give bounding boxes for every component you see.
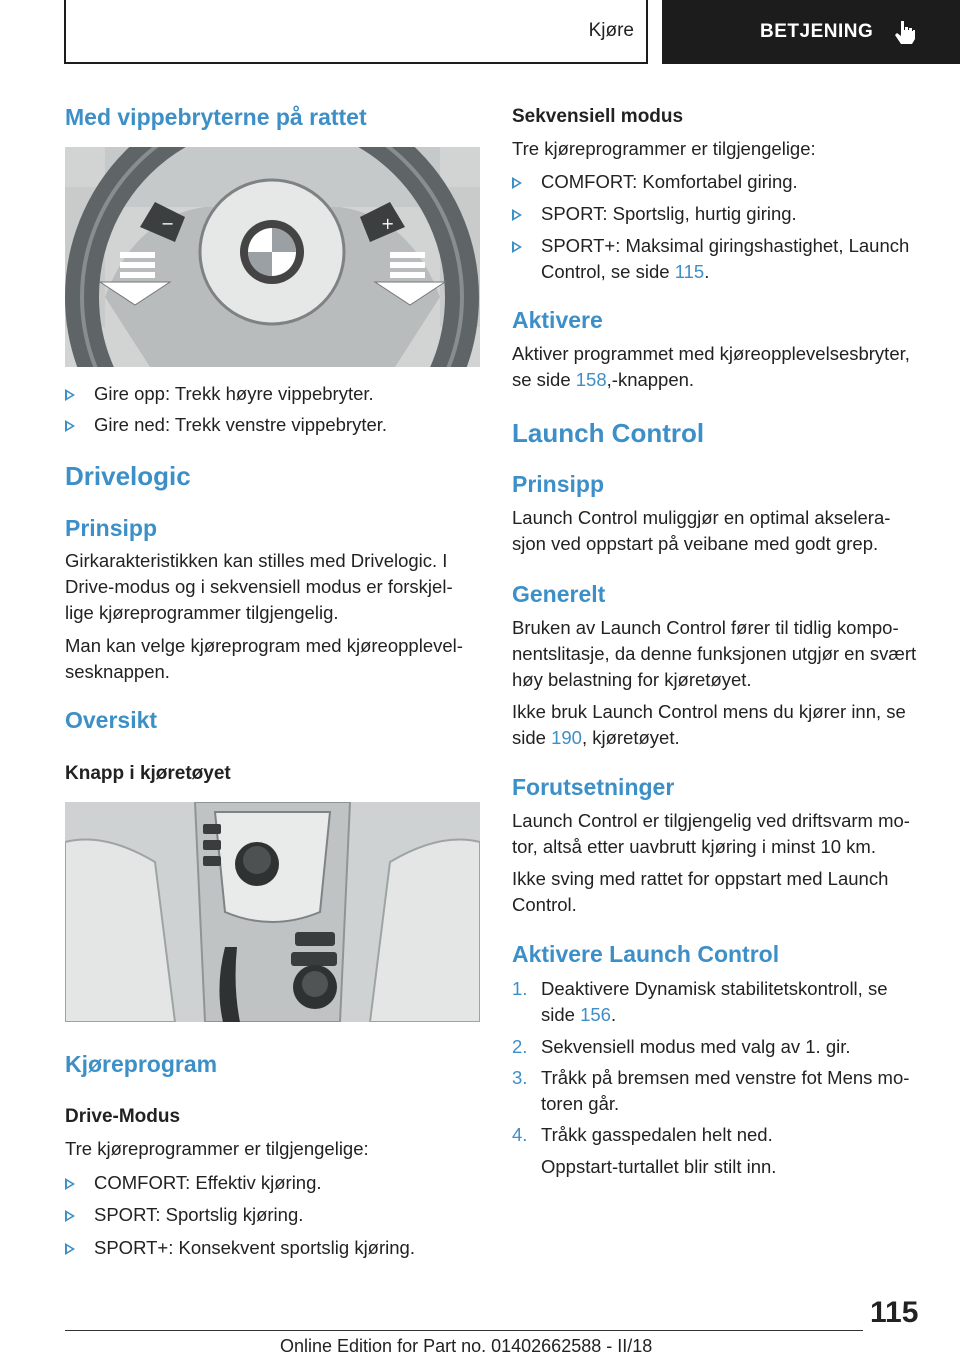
list-item: SPORT: Sportslig kjøring. — [65, 1202, 509, 1228]
step-item: 3. Tråkk på bremsen med venstre fot Mens mo- toren går. — [512, 1067, 910, 1114]
step-number: 1. — [512, 978, 528, 999]
pointing-hand-icon — [893, 19, 917, 45]
page-link-156[interactable]: 156 — [580, 1004, 611, 1025]
heading-drive-modus: Drive-Modus — [65, 1106, 181, 1127]
triangle-bullet-icon — [65, 389, 75, 401]
center-console-illustration — [65, 802, 480, 1022]
footer-edition: Online Edition for Part no. 01402662588 - II/18 — [280, 1336, 653, 1356]
list-item: COMFORT: Effektiv kjøring. — [65, 1170, 509, 1196]
header-section-label: Kjøre — [588, 20, 634, 41]
page-link-190[interactable]: 190 — [551, 727, 582, 748]
step-number: 3. — [512, 1067, 528, 1088]
steering-wheel-illustration — [65, 147, 480, 367]
heading-lc-prinsipp: Prinsipp — [512, 471, 605, 497]
paragraph-prinsipp: Girkarakteristikken kan stilles med Drivelogic. I Drive-modus og i sekvensiell modus er forskjel- lige kjøreprogrammer tilgjengelig. — [65, 550, 453, 623]
heading-aktivere-launch-control: Aktivere Launch Control — [512, 941, 780, 967]
paragraph-kjoreprogram: Man kan velge kjøreprogram med kjøreopplevel- sesknappen. — [65, 635, 463, 682]
step-item: 1. Deaktivere Dynamisk stabilitetskontroll, se side 156. — [512, 978, 888, 1025]
list-item: SPORT+: Konsekvent sportslig kjøring. — [65, 1235, 509, 1261]
heading-prinsipp: Prinsipp — [65, 515, 158, 541]
heading-kjoreprogram: Kjøreprogram — [65, 1051, 218, 1077]
header-chapter-tab — [662, 0, 960, 64]
step-number: 4. — [512, 1124, 528, 1145]
list-item: COMFORT: Komfortabel giring. — [512, 169, 960, 195]
steering-wheel-figure — [65, 147, 480, 367]
step-number: 2. — [512, 1036, 528, 1057]
list-item: Gire opp: Trekk høyre vippebryter. — [65, 381, 509, 407]
heading-generelt: Generelt — [512, 581, 606, 607]
step-item: 2. Sekvensiell modus med valg av 1. gir. — [512, 1034, 960, 1060]
list-item: SPORT+: Maksimal giringshastighet, Launch Control, se side 115. — [512, 233, 960, 285]
heading-launch-control: Launch Control — [512, 418, 705, 448]
paragraph-aktiver: Aktiver programmet med kjøreopplevelsesbryter, se side 158,-knappen. — [512, 343, 910, 390]
heading-oversikt: Oversikt — [65, 707, 158, 733]
svg-text:+: + — [381, 214, 395, 233]
step-note: Oppstart-turtallet blir stilt inn. — [541, 1156, 777, 1177]
triangle-bullet-icon — [512, 241, 522, 253]
center-console-figure — [65, 802, 480, 1022]
paragraph-sekv-intro: Tre kjøreprogrammer er tilgjengelige: — [512, 138, 816, 159]
page-number: 115 — [870, 1296, 919, 1329]
page-link-115[interactable]: 115 — [674, 261, 705, 282]
paragraph-ikke-bruk: Ikke bruk Launch Control mens du kjører inn, se side 190, kjøretøyet. — [512, 701, 906, 748]
list-item: SPORT: Sportslig, hurtig giring. — [512, 201, 960, 227]
heading-knapp: Knapp i kjøretøyet — [65, 763, 231, 784]
header-chapter-label: BETJENING — [760, 21, 874, 42]
step-item: 4. Tråkk gasspedalen helt ned. — [512, 1122, 960, 1148]
svg-text:−: − — [161, 214, 175, 233]
heading-drivelogic: Drivelogic — [65, 461, 191, 491]
heading-sekvensiell-modus: Sekvensiell modus — [512, 106, 684, 127]
paragraph-lc-prinsipp: Launch Control muliggjør en optimal akselera- sjon ved oppstart på veibane med godt grep. — [512, 507, 891, 554]
paragraph-drive-intro: Tre kjøreprogrammer er tilgjengelige: — [65, 1138, 369, 1159]
triangle-bullet-icon — [65, 1243, 75, 1255]
paragraph-forutsetninger: Launch Control er tilgjengelig ved driftsvarm mo- tor, altså etter uavbrutt kjøring i minst 10 km. — [512, 810, 910, 857]
heading-forutsetninger: Forutsetninger — [512, 774, 675, 800]
paragraph-generelt: Bruken av Launch Control fører til tidlig kompo- nentslitasje, da denne funksjonen utgjør en svært høy belastning for kjøretøyet. — [512, 617, 917, 690]
paragraph-ikke-sving: Ikke sving med rattet for oppstart med Launch Control. — [512, 868, 889, 915]
header-section-tab — [64, 0, 648, 64]
triangle-bullet-icon — [512, 209, 522, 221]
triangle-bullet-icon — [65, 1178, 75, 1190]
page-link-158[interactable]: 158 — [575, 369, 607, 390]
footer-divider — [65, 1330, 863, 1331]
triangle-bullet-icon — [512, 177, 522, 189]
heading-aktivere: Aktivere — [512, 307, 603, 333]
list-item: Gire ned: Trekk venstre vippebryter. — [65, 412, 509, 438]
heading-paddles: Med vippebryterne på rattet — [65, 104, 367, 130]
triangle-bullet-icon — [65, 1210, 75, 1222]
triangle-bullet-icon — [65, 420, 75, 432]
